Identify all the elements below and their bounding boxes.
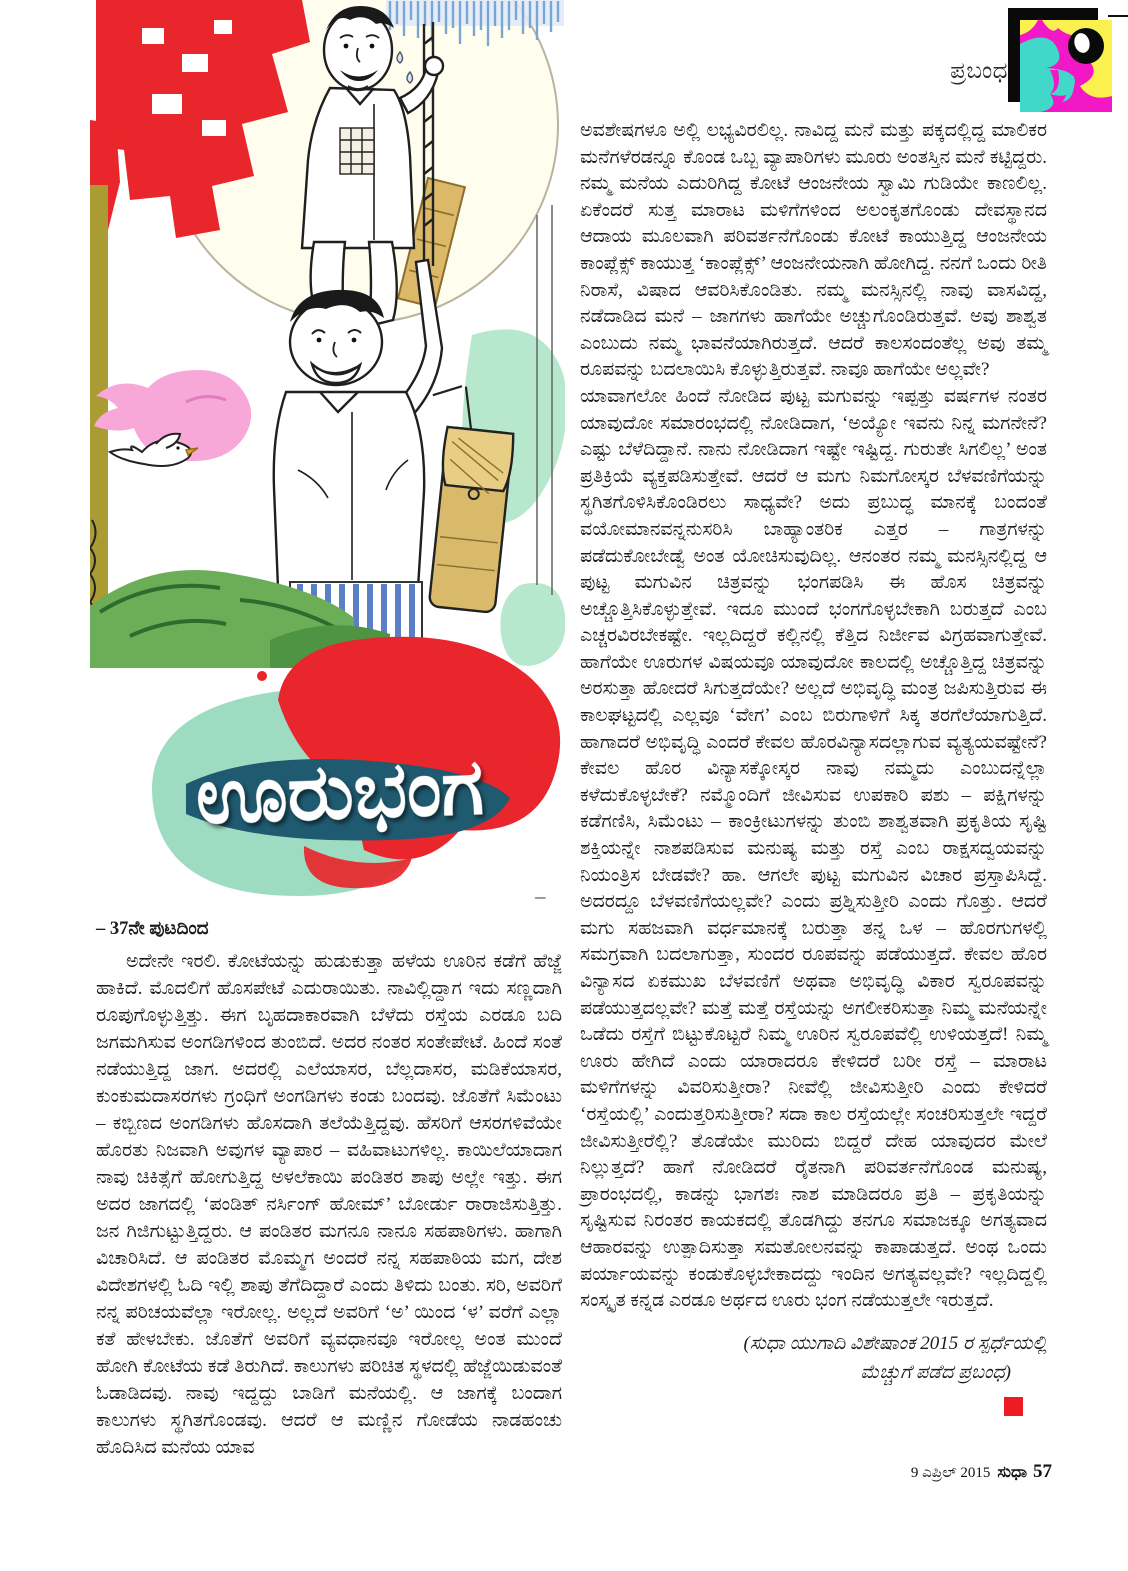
mint-wash-right-low [500, 583, 565, 666]
footer-magazine-name: ಸುಧಾ [997, 1464, 1027, 1481]
title-splash [152, 637, 560, 896]
page-title: ಊರುಭಂಗ [194, 742, 485, 840]
continuation-note: – 37ನೇ ಪುಟದಿಂದ [96, 919, 209, 939]
article-illustration [90, 0, 565, 905]
credit-line-2: ಮೆಚ್ಚುಗೆ ಪಡೆದ ಪ್ರಬಂಧ) [860, 1361, 1011, 1383]
right-column [580, 118, 1047, 1419]
article-paragraph-right-1: ಅವಶೇಷಗಳೂ ಅಲ್ಲಿ ಲಭ್ಯವಿರಲಿಲ್ಲ. ನಾವಿದ್ದ ಮನೆ ಮತ್ತು ಪಕ್ಕದಲ್ಲಿದ್ದ ಮಾಲಿಕರ ಮನೆಗಳೆರಡನ್ನೂ ಕೊಂಡ ಒಬ್ಬ ವ್ಯಾಪಾರಿಗಳು ಮೂರು ಅಂತಸ್ತಿನ ಮನೆ ಕಟ್ಟಿದ್ದರು. ನಮ್ಮ ಮನೆಯ ಎದುರಿಗಿದ್ದ ಕೋಟೆ ಆಂಜನೇಯ ಸ್ವಾಮಿ ಗುಡಿಯೇ ಕಾಣಲಿಲ್ಲ. ಏಕೆಂದರೆ ಸುತ್ತ ಮಾರಾಟ ಮಳಿಗೆಗಳಿಂದ ಅಲಂಕೃತಗೊಂಡು ದೇವಸ್ಥಾನದ ಆದಾಯ ಮೂಲವಾಗಿ ಪರಿವರ್ತನೆಗೊಂಡು ಕೋಟೆ ಕಾಯುತ್ತಿದ್ದ ಆಂಜನೇಯ ಕಾಂಪ್ಲೆಕ್ಸ್ ಕಾಯುತ್ತ ‘ಕಾಂಪ್ಲೆಕ್ಸ್’ ಆಂಜನೇಯನಾಗಿ ಹೋಗಿದ್ದ. ನನಗೆ ಒಂದು ರೀತಿ ನಿರಾಸೆ, ವಿಷಾದ ಆವರಿಸಿಕೊಂಡಿತು. ನಮ್ಮ ಮನಸ್ಸಿನಲ್ಲಿ ನಾವು ವಾಸವಿದ್ದ, ನಡೆದಾಡಿದ ಮನೆ – ಜಾಗಗಳು ಹಾಗೆಯೇ ಅಚ್ಚುಗೊಂಡಿರುತ್ತವೆ. ಅವು ಶಾಶ್ವತ ಎಂಬುದು ನಮ್ಮ ಭಾವನೆಯಾಗಿರುತ್ತದೆ. ಆದರೆ ಕಾಲಸಂದಂತೆಲ್ಲ ಅವು ತಮ್ಮ ರೂಪವನ್ನು ಬದಲಾಯಿಸಿ ಕೊಳ್ಳುತ್ತಿರುತ್ತವೆ. ನಾವೂ ಹಾಗೆಯೇ ಅಲ್ಲವೇ? [580, 120, 1047, 381]
footer-date: 9 ಎಪ್ರಿಲ್ 2015 [910, 1465, 991, 1481]
magazine-section-logo-icon [1008, 8, 1116, 112]
article-paragraph-right-2: ಯಾವಾಗಲೋ ಹಿಂದೆ ನೋಡಿದ ಪುಟ್ಟ ಮಗುವನ್ನು ಇಪ್ಪತ್ತು ವರ್ಷಗಳ ನಂತರ ಯಾವುದೋ ಸಮಾರಂಭದಲ್ಲಿ ನೋಡಿದಾಗ, ‘ಅಯ್ಯೋ ಇವನು ನಿನ್ನ ಮಗನೇನೆ? ಎಷ್ಟು ಬೆಳೆದಿದ್ದಾನೆ. ನಾನು ನೋಡಿದಾಗ ಇಷ್ಟೇ ಇಷ್ಟಿದ್ದ. ಗುರುತೇ ಸಿಗಲಿಲ್ಲ’ ಅಂತ ಪ್ರತಿಕ್ರಿಯೆ ವ್ಯಕ್ತಪಡಿಸುತ್ತೇವೆ. ಆದರೆ ಆ ಮಗು ನಿಮಗೋಸ್ಕರ ಬೆಳವಣಿಗೆಯನ್ನು ಸ್ಥಗಿತಗೊಳಿಸಿಕೊಂಡಿರಲು ಸಾಧ್ಯವೇ? ಅದು ಪ್ರಬುದ್ಧ ಮಾನಕ್ಕೆ ಬಂದಂತೆ ವಯೋಮಾನವನ್ನನುಸರಿಸಿ ಬಾಹ್ಯಾಂತರಿಕ ಎತ್ತರ – ಗಾತ್ರಗಳನ್ನು ಪಡೆದುಕೋಬೇಡ್ವೆ ಅಂತ ಯೋಚಿಸುವುದಿಲ್ಲ. ಆನಂತರ ನಮ್ಮ ಮನಸ್ಸಿನಲ್ಲಿದ್ದ ಆ ಪುಟ್ಟ ಮಗುವಿನ ಚಿತ್ರವನ್ನು ಭಂಗಪಡಿಸಿ ಈ ಹೊಸ ಚಿತ್ರವನ್ನು ಅಚ್ಚೊತ್ತಿಸಿಕೊಳ್ಳುತ್ತೇವೆ. ಇದೂ ಮುಂದೆ ಭಂಗಗೊಳ್ಳಬೇಕಾಗಿ ಬರುತ್ತದೆ ಎಂಬ ಎಚ್ಚರವಿರಬೇಕಷ್ಟೇ. ಇಲ್ಲದಿದ್ದರೆ ಕಲ್ಲಿನಲ್ಲಿ ಕೆತ್ತಿದ ನಿರ್ಜೀವ ವಿಗ್ರಹವಾಗುತ್ತೇವೆ. ಹಾಗೆಯೇ ಊರುಗಳ ವಿಷಯವೂ ಯಾವುದೋ ಕಾಲದಲ್ಲಿ ಅಚ್ಚೊತ್ತಿದ್ದ ಚಿತ್ರವನ್ನು ಅರಸುತ್ತಾ ಹೋದರೆ ಸಿಗುತ್ತದೆಯೇ? ಅಲ್ಲದೆ ಅಭಿವೃದ್ಧಿ ಮಂತ್ರ ಜಪಿಸುತ್ತಿರುವ ಈ ಕಾಲಘಟ್ಟದಲ್ಲಿ ಎಲ್ಲವೂ ‘ವೇಗ’ ಎಂಬ ಬಿರುಗಾಳಿಗೆ ಸಿಕ್ಕ ತರಗೆಲೆಯಾಗುತ್ತಿದೆ. ಹಾಗಾದರೆ ಅಭಿವೃದ್ಧಿ ಎಂದರೆ ಕೇವಲ ಹೊರವಿನ್ಯಾಸದಲ್ಲಾಗುವ ವ್ಯತ್ಯಯವಷ್ಟೇನೆ? ಕೇವಲ ಹೊರ ವಿನ್ಯಾಸಕ್ಕೋಸ್ಕರ ನಾವು ನಮ್ಮದು ಎಂಬುದನ್ನೆಲ್ಲಾ ಕಳೆದುಕೊಳ್ಳಬೇಕೆ? ನಮ್ಮೊಂದಿಗೆ ಜೀವಿಸುವ ಉಪಕಾರಿ ಪಶು – ಪಕ್ಷಿಗಳನ್ನು ಕಡೆಗಣಿಸಿ, ಸಿಮೆಂಟು – ಕಾಂಕ್ರೀಟುಗಳನ್ನು ತುಂಬಿ ಶಾಶ್ವತವಾಗಿ ಪ್ರಕೃತಿಯ ಸೃಷ್ಟಿ ಶಕ್ತಿಯನ್ನೇ ನಾಶಪಡಿಸುವ ಮನುಷ್ಯ ಮತ್ತು ರಸ್ತೆ ಎಂಬ ರಾಕ್ಷಸದ್ವಯವನ್ನು ನಿಯಂತ್ರಿಸ ಬೇಡವೇ? ಹಾ. ಆಗಲೇ ಪುಟ್ಟ ಮಗುವಿನ ವಿಚಾರ ಪ್ರಸ್ತಾಪಿಸಿದ್ದೆ. ಅದರದ್ದೂ ಬೆಳವಣಿಗೆಯಲ್ಲವೇ? ಎಂದು ಪ್ರಶ್ನಿಸುತ್ತೀರಿ ಎಂದು ಗೊತ್ತು. ಆದರೆ ಮಗು ಸಹಜವಾಗಿ ವರ್ಧಮಾನಕ್ಕೆ ಬರುತ್ತಾ ತನ್ನ ಒಳ – ಹೊರಗುಗಳಲ್ಲಿ ಸಮಗ್ರವಾಗಿ ಬದಲಾಗುತ್ತಾ, ಸುಂದರ ರೂಪವನ್ನು ಪಡೆಯುತ್ತದೆ. ಕೇವಲ ಹೊರ ವಿನ್ಯಾಸದ ಏಕಮುಖ ಬೆಳವಣಿಗೆ ಅಥವಾ ಅಭಿವೃದ್ಧಿ ವಿಕಾರ ಸ್ವರೂಪವನ್ನು ಪಡೆಯುತ್ತದಲ್ಲವೇ? ಮತ್ತೆ ಮತ್ತೆ ರಸ್ತೆಯನ್ನು ಅಗಲೀಕರಿಸುತ್ತಾ ನಿಮ್ಮ ಮನೆಯನ್ನೇ ಒಡೆದು ರಸ್ತೆಗೆ ಬಿಟ್ಟುಕೊಟ್ಟರೆ ನಿಮ್ಮ ಊರಿನ ಸ್ವರೂಪವೆಲ್ಲಿ ಉಳಿಯತ್ತದೆ! ನಿಮ್ಮ ಊರು ಹೇಗಿದೆ ಎಂದು ಯಾರಾದರೂ ಕೇಳಿದರೆ ಬರೀ ರಸ್ತೆ – ಮಾರಾಟ ಮಳಿಗೆಗಳನ್ನು ವಿವರಿಸುತ್ತೀರಾ? ನೀವೆಲ್ಲಿ ಜೀವಿಸುತ್ತೀರಿ ಎಂದು ಕೇಳಿದರೆ ‘ರಸ್ತೆಯಲ್ಲಿ’ ಎಂದುತ್ತರಿಸುತ್ತೀರಾ? ಸದಾ ಕಾಲ ರಸ್ತೆಯಲ್ಲೇ ಸಂಚರಿಸುತ್ತಲೇ ಇದ್ದರೆ ಜೀವಿಸುತ್ತೀರೆಲ್ಲಿ? ತೊಡೆಯೇ ಮುರಿದು ಬಿದ್ದರೆ ದೇಹ ಯಾವುದರ ಮೇಲೆ ನಿಲ್ಲುತ್ತದೆ? ಹಾಗೆ ನೋಡಿದರೆ ರೈತನಾಗಿ ಪರಿವರ್ತನೆಗೊಂಡ ಮನುಷ್ಯ, ಪ್ರಾರಂಭದಲ್ಲಿ, ಕಾಡನ್ನು ಭಾಗಶಃ ನಾಶ ಮಾಡಿದರೂ ಪ್ರತಿ – ಪ್ರಕೃತಿಯನ್ನು ಸೃಷ್ಟಿಸುವ ನಿರಂತರ ಕಾಯಕದಲ್ಲಿ ತೊಡಗಿದ್ದು ತನಗೂ ಸಮಾಜಕ್ಕೂ ಅಗತ್ಯವಾದ ಆಹಾರವನ್ನು ಉತ್ಪಾದಿಸುತ್ತಾ ಸಮತೋಲನವನ್ನು ಕಾಪಾಡುತ್ತದೆ. ಅಂಥ ಒಂದು ಪರ್ಯಾಯವನ್ನು ಕಂಡುಕೊಳ್ಳಬೇಕಾದದ್ದು ಇಂದಿನ ಅಗತ್ಯವಲ್ಲವೇ? ಇಲ್ಲದಿದ್ದಲ್ಲಿ ಸಂಸ್ಕೃತ ಕನ್ನಡ ಎರಡೂ ಅರ್ಥದ ಊರು ಭಂಗ ನಡೆಯುತ್ತಲೇ ಇರುತ್ತದೆ. [580, 385, 1047, 1312]
left-column [96, 916, 562, 1461]
article-credit [580, 1329, 1047, 1387]
dash-mark: – [535, 884, 546, 908]
illustration-drawing [90, 0, 565, 905]
logo-abstract-art-icon [1008, 8, 1116, 112]
article-paragraph-left: ಅದೇನೇ ಇರಲಿ. ಕೋಟೆಯನ್ನು ಹುಡುಕುತ್ತಾ ಹಳೆಯ ಊರಿನ ಕಡೆಗೆ ಹೆಜ್ಜೆ ಹಾಕಿದೆ. ಮೊದಲಿಗೆ ಹೊಸಪೇಟೆ ಎದುರಾಯಿತು. ನಾವಿಲ್ಲಿದ್ದಾಗ ಇದು ಸಣ್ಣದಾಗಿ ರೂಪುಗೊಳ್ಳುತ್ತಿತ್ತು. ಈಗ ಬೃಹದಾಕಾರವಾಗಿ ಬೆಳೆದು ರಸ್ತೆಯ ಎರಡೂ ಬದಿ ಜಗಮಗಿಸುವ ಅಂಗಡಿಗಳಿಂದ ತುಂಬಿದೆ. ಅದರ ನಂತರ ಸಂತೇಪೇಟೆ. ಹಿಂದೆ ಸಂತೆ ನಡೆಯುತ್ತಿದ್ದ ಜಾಗ. ಅದರಲ್ಲಿ ಎಲೆಯಾಸರ, ಬೆಲ್ಲದಾಸರ, ಮಡಿಕೆಯಾಸರ, ಕುಂಕುಮದಾಸರಗಳು ಗ್ರಂಧಿಗೆ ಅಂಗಡಿಗಳು ಕಂಡು ಬಂದವು. ಜೊತೆಗೆ ಸಿಮೆಂಟು – ಕಬ್ಬಿಣದ ಅಂಗಡಿಗಳು ಹೊಸದಾಗಿ ತಲೆಯೆತ್ತಿದ್ದವು. ಹೆಸರಿಗೆ ಆಸರಗಳಿವೆಯೇ ಹೊರತು ನಿಜವಾಗಿ ಅವುಗಳ ವ್ಯಾಪಾರ – ವಹಿವಾಟುಗಳಿಲ್ಲ. ಕಾಯಿಲೆಯಾದಾಗ ನಾವು ಚಿಕಿತ್ಸೆಗೆ ಹೋಗುತ್ತಿದ್ದ ಅಳಲೆಕಾಯಿ ಪಂಡಿತರ ಶಾಪು ಅಲ್ಲೇ ಇತ್ತು. ಈಗ ಅದರ ಜಾಗದಲ್ಲಿ ‘ಪಂಡಿತ್ ನರ್ಸಿಂಗ್ ಹೋಮ್’ ಬೋರ್ಡು ರಾರಾಜಿಸುತ್ತಿತ್ತು. ಜನ ಗಿಜಿಗುಟ್ಟುತ್ತಿದ್ದರು. ಆ ಪಂಡಿತರ ಮಗನೂ ನಾನೂ ಸಹಪಾಠಿಗಳು. ಹಾಗಾಗಿ ವಿಚಾರಿಸಿದೆ. ಆ ಪಂಡಿತರ ಮೊಮ್ಮಗ ಅಂದರೆ ನನ್ನ ಸಹಪಾಠಿಯ ಮಗ, ದೇಶ ವಿದೇಶಗಳಲ್ಲಿ ಓದಿ ಇಲ್ಲಿ ಶಾಪು ತೆಗೆದಿದ್ದಾರೆ ಎಂದು ತಿಳಿದು ಬಂತು. ಸರಿ, ಅವರಿಗೆ ನನ್ನ ಪರಿಚಯವೆಲ್ಲಾ ಇರೋಲ್ಲ. ಅಲ್ಲದೆ ಅವರಿಗೆ ‘ಅ’ ಯಿಂದ ‘ಳ’ ವರೆಗೆ ಎಲ್ಲಾ ಕತೆ ಹೇಳಬೇಕು. ಜೊತೆಗೆ ಅವರಿಗೆ ವ್ಯವಧಾನವೂ ಇರೋಲ್ಲ ಅಂತ ಮುಂದೆ ಹೋಗಿ ಕೋಟೆಯ ಕಡೆ ತಿರುಗಿದೆ. ಕಾಲುಗಳು ಪರಿಚಿತ ಸ್ಥಳದಲ್ಲಿ ಹೆಜ್ಜೆಯಿಡುವಂತೆ ಓಡಾಡಿದವು. ನಾವು ಇದ್ದದ್ದು ಬಾಡಿಗೆ ಮನೆಯಲ್ಲಿ. ಆ ಜಾಗಕ್ಕೆ ಬಂದಾಗ ಕಾಲುಗಳು ಸ್ಥಗಿತಗೊಂಡವು. ಆದರೆ ಆ ಮಣ್ಣಿನ ಗೋಡೆಯ ನಾಡಹಂಚು ಹೊದಿಸಿದ ಮನೆಯ ಯಾವ [96, 951, 562, 1458]
footer-page-number: 57 [1033, 1461, 1052, 1482]
credit-line-1: (ಸುಧಾ ಯುಗಾದಿ ವಿಶೇಷಾಂಕ 2015 ರ ಸ್ಪರ್ಧೆಯಲ್ಲಿ [743, 1332, 1047, 1354]
page-footer [911, 1461, 1052, 1483]
category-label: ಪ್ರಬಂಧ [950, 58, 1008, 83]
article-end-mark-icon [1004, 1397, 1023, 1416]
endmark-row [580, 1397, 1047, 1419]
